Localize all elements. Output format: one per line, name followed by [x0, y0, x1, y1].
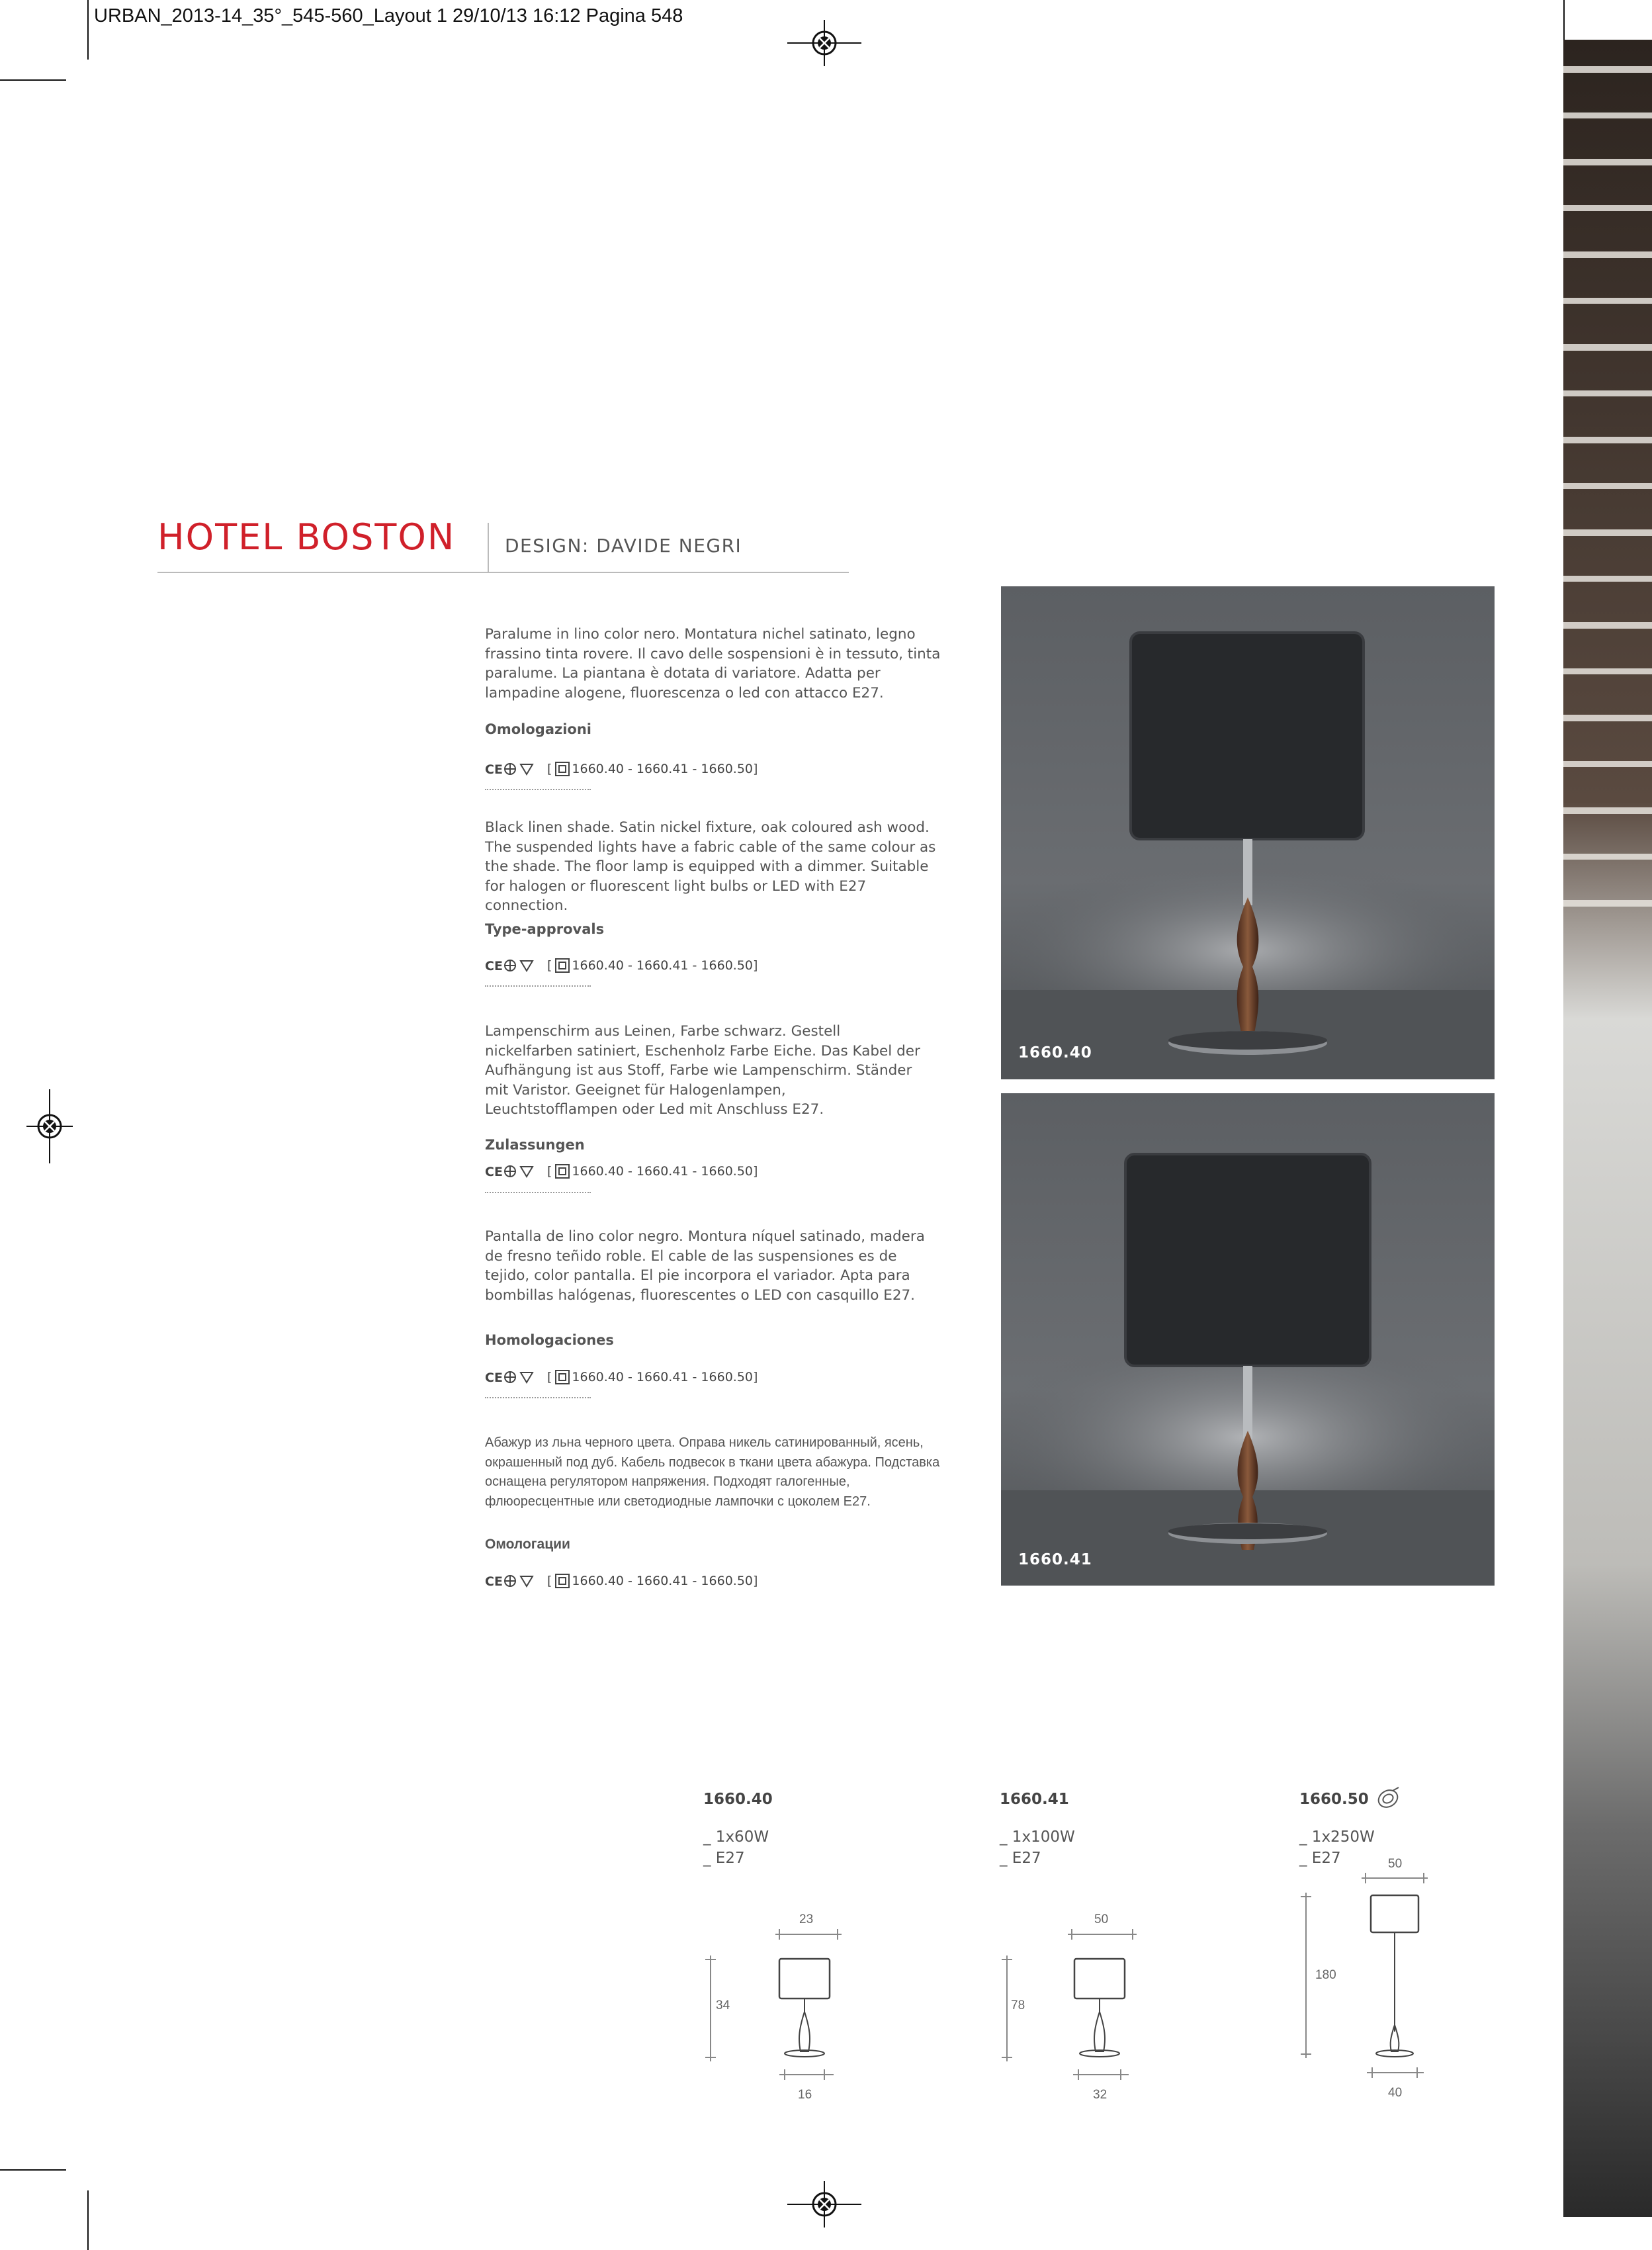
certification-codes: 1660.40 - 1660.41 - 1660.50 — [572, 958, 754, 973]
certification-codes: 1660.40 - 1660.41 - 1660.50 — [572, 1574, 754, 1588]
certification-marks-icon — [485, 957, 538, 974]
dimension-base: 40 — [1388, 2086, 1403, 2100]
product-title: HOTEL BOSTON — [157, 516, 456, 558]
approvals-heading-ru: Омологации — [485, 1537, 570, 1552]
certification-codes: 1660.40 - 1660.41 - 1660.50 — [572, 1164, 754, 1179]
certification-marks-icon — [485, 1163, 538, 1180]
dimension-base: 32 — [1093, 2088, 1108, 2102]
certification-marks-icon — [485, 760, 538, 778]
description-ru: Абажур из льна черного цвета. Оправа никель сатинированный, ясень, окрашенный под дуб. Кабель подвесок в ткани цвета абажура. Подставка оснащена регулятором напряжения. Подходят галогенные, флюоресцентные или светодиодные лампочки с цоколем E27. — [485, 1435, 940, 1509]
table-lamp-drawing-icon — [701, 1922, 847, 2088]
floor-lamp-drawing-icon — [1297, 1866, 1442, 2085]
dimension-width: 23 — [799, 1912, 814, 1926]
dotted-separator — [485, 1397, 591, 1398]
product-photo-1660-40 — [1001, 586, 1495, 1079]
dotted-separator — [485, 985, 591, 987]
svg-text:CE: CE — [485, 762, 503, 777]
crop-mark — [0, 79, 66, 81]
svg-text:CE: CE — [485, 1165, 503, 1179]
dimension-height: 34 — [716, 1999, 730, 2012]
description-es: Pantalla de lino color negro. Montura níquel satinado, madera de fresno teñido roble. El cable de las suspensiones es de tejido, color pantalla. El pie incorpora el variador. Apta para bombillas halógenas, fluorescentes o LED con casquillo E27. — [485, 1228, 925, 1304]
designer-credit: DESIGN: DAVIDE NEGRI — [505, 535, 742, 557]
dimension-width: 50 — [1094, 1912, 1109, 1926]
crop-mark — [87, 2190, 89, 2250]
print-slug: URBAN_2013-14_35°_545-560_Layout 1 29/10/13 16:12 Pagina 548 — [94, 5, 683, 26]
spec-code: 1660.50 — [1299, 1791, 1369, 1808]
certification-row — [485, 956, 758, 975]
spec-socket: _ E27 — [1299, 1850, 1341, 1867]
table-lamp-drawing-icon — [996, 1922, 1142, 2088]
approvals-heading-de: Zulassungen — [485, 1137, 585, 1153]
description-de: Lampenschirm aus Leinen, Farbe schwarz. Gestell nickelfarben satiniert, Eschenholz Farbe Eiche. Das Kabel der Aufhängung ist aus Stoff, Farbe wie Lampenschirm. Ständer mit Varistor. Geeignet für Halogenlampen, Leuchtstofflampen oder Led mit Anschluss E27. — [485, 1023, 920, 1118]
double-insulation-icon — [554, 1573, 570, 1589]
dimension-height: 180 — [1315, 1968, 1336, 1982]
dimmer-icon — [1375, 1787, 1401, 1811]
bracket-close: ] — [753, 1164, 758, 1179]
double-insulation-icon — [554, 761, 570, 777]
certification-marks-icon — [485, 1572, 538, 1590]
dotted-separator — [485, 1192, 591, 1193]
double-insulation-icon — [554, 1163, 570, 1179]
bleed-photo-strip — [1563, 40, 1652, 2217]
crop-mark — [0, 2169, 66, 2171]
double-insulation-icon — [554, 958, 570, 973]
title-rule — [157, 572, 849, 573]
bracket-open: [ — [547, 1370, 552, 1384]
bracket-close: ] — [753, 762, 758, 776]
approvals-heading-en: Type-approvals — [485, 921, 605, 937]
dimension-height: 78 — [1011, 1999, 1025, 2012]
registration-mark-icon — [787, 2181, 861, 2228]
certification-codes: 1660.40 - 1660.41 - 1660.50 — [572, 1370, 754, 1384]
title-divider — [488, 523, 489, 572]
dimension-width: 50 — [1388, 1857, 1403, 1871]
spec-power: _ 1x60W — [703, 1828, 769, 1846]
spec-power: _ 1x250W — [1299, 1828, 1375, 1846]
certification-row — [485, 1367, 758, 1387]
bracket-open: [ — [547, 762, 552, 776]
svg-text:CE: CE — [485, 959, 503, 973]
spec-power: _ 1x100W — [1000, 1828, 1075, 1846]
spec-socket: _ E27 — [1000, 1850, 1041, 1867]
certification-marks-icon — [485, 1369, 538, 1386]
crop-mark — [87, 0, 89, 60]
certification-row — [485, 1161, 758, 1181]
svg-text:CE: CE — [485, 1574, 503, 1589]
photo-label: 1660.41 — [1018, 1551, 1092, 1568]
bracket-open: [ — [547, 1164, 552, 1179]
product-photo-1660-41 — [1001, 1093, 1495, 1586]
crop-mark — [1563, 0, 1565, 40]
double-insulation-icon — [554, 1369, 570, 1385]
spec-socket: _ E27 — [703, 1850, 745, 1867]
bracket-open: [ — [547, 958, 552, 973]
approvals-heading-it: Omologazioni — [485, 721, 591, 737]
description-en: Black linen shade. Satin nickel fixture, oak coloured ash wood. The suspended lights have a fabric cable of the same colour as the shade. The floor lamp is equipped with a dimmer. Suitable for halogen or fluorescent light bulbs or LED with E27 connection. — [485, 819, 936, 914]
bracket-close: ] — [753, 958, 758, 973]
dimension-base: 16 — [798, 2088, 812, 2102]
bracket-open: [ — [547, 1574, 552, 1588]
bracket-close: ] — [753, 1370, 758, 1384]
svg-text:CE: CE — [485, 1371, 503, 1385]
photo-label: 1660.40 — [1018, 1044, 1092, 1061]
certification-row — [485, 759, 758, 779]
certification-row — [485, 1571, 758, 1591]
certification-codes: 1660.40 - 1660.41 - 1660.50 — [572, 762, 754, 776]
registration-mark-icon — [26, 1089, 73, 1163]
bracket-close: ] — [753, 1574, 758, 1588]
description-it: Paralume in lino color nero. Montatura nichel satinato, legno frassino tinta rovere. Il cavo delle sospensioni è in tessuto, tinta paralume. La piantana è dotata di variatore. Adatta per lampadine alogene, fluorescenza o led con attacco E27. — [485, 626, 941, 701]
approvals-heading-es: Homologaciones — [485, 1332, 614, 1348]
spec-code: 1660.41 — [1000, 1791, 1069, 1808]
spec-code: 1660.40 — [703, 1791, 773, 1808]
registration-mark-icon — [787, 20, 861, 66]
dotted-separator — [485, 789, 591, 790]
